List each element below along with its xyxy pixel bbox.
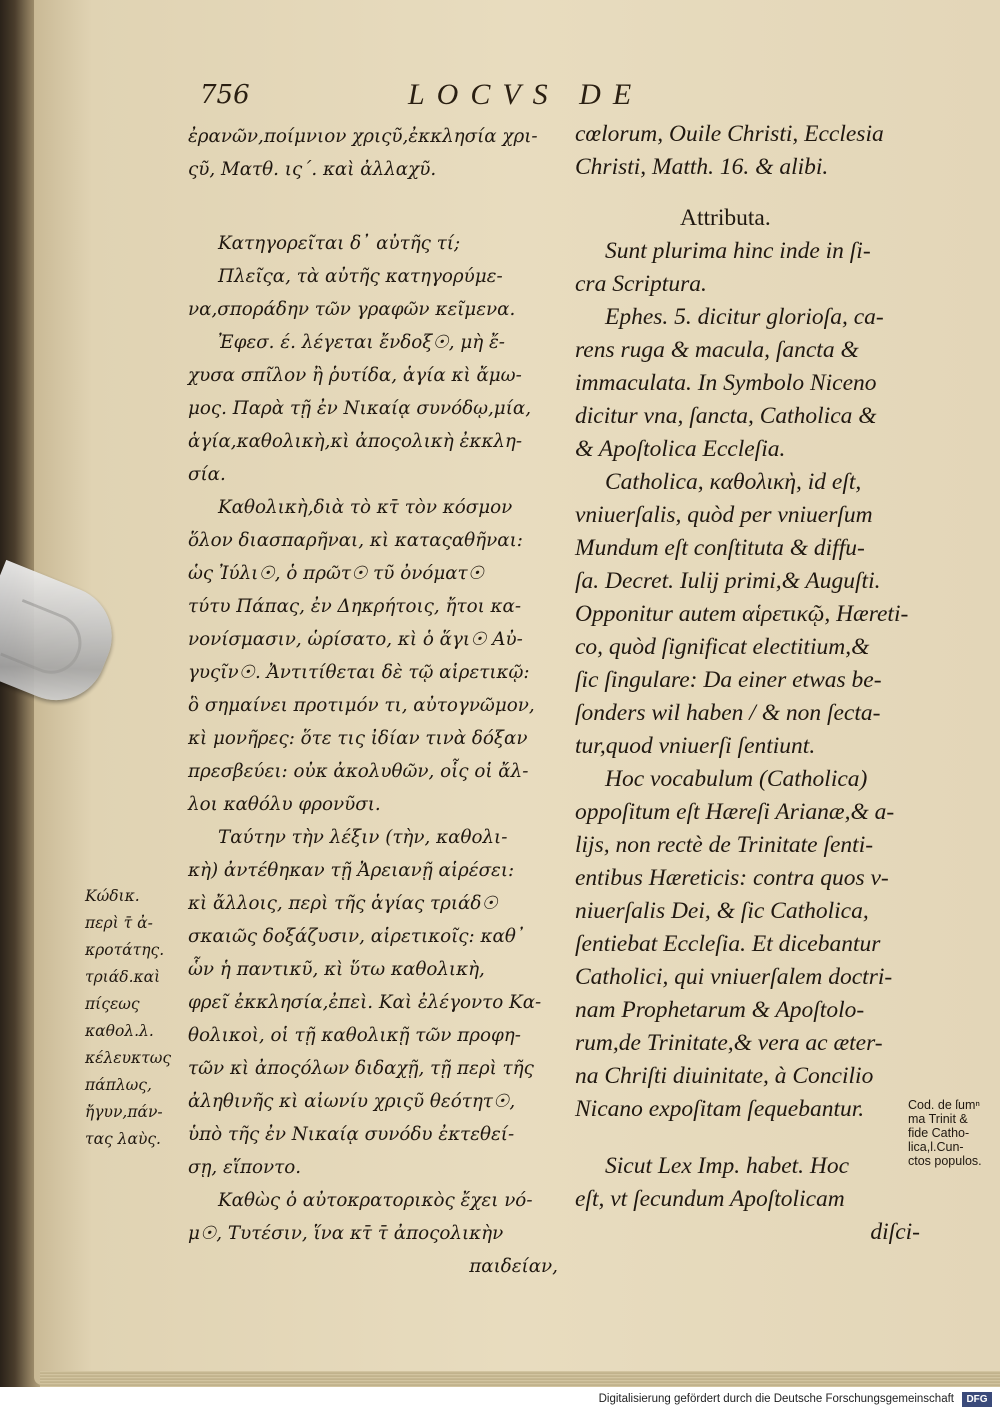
margin-note-line: Κώδικ. [85,887,140,905]
greek-line: ἐρανῶν,ποίμνιον χριςῦ,ἐκκλησία χρι- [188,126,538,147]
margin-note-line: περὶ τ̄ ἀ- [85,914,153,932]
margin-note-line: lica,l.Cun- [908,1140,964,1154]
greek-line: κὶ μονῆρες: ὅτε τις ἰδίαν τινὰ δόξαν [188,728,528,749]
latin-column [575,118,920,1249]
greek-line: Ἐφεσ. έ. λέγεται ἔνδοξ☉, μὴ ἔ- [218,332,505,353]
latin-line: ſentiebat Eccleſia. Et dicebantur [575,931,881,957]
greek-line: κὶ ἄλλοις, περὶ τῆς ἁγίας τριάδ☉ [188,893,498,914]
latin-line: entibus Hæreticis: contra quos v- [575,865,889,891]
greek-line: σῃ, εἵποντο. [188,1157,302,1178]
margin-note-line: Cod. de ſumⁿ [908,1098,980,1112]
greek-line: τῶν κὶ ἀποςόλων διδαχῇ, τῇ περὶ τῆς [188,1058,534,1079]
latin-line: eſt, vt ſecundum Apoſtolicam [575,1186,845,1212]
latin-line: Catholici, qui vniuerſalem doctri- [575,964,893,990]
greek-line: ὧν ἡ παντικῦ, κὶ ὕτω καθολικὴ, [188,959,485,980]
greek-line: ὑπὸ τῆς ἐν Νικαίᾳ συνόδυ ἐκτεθεί- [188,1124,515,1145]
latin-line: rens ruga & macula, ſancta & [575,337,859,363]
latin-line: vniuerſalis, quòd per vniuerſum [575,502,873,528]
latin-line: dicitur vna, ſancta, Catholica & [575,403,877,429]
dfg-logo: DFG [962,1392,992,1407]
latin-line: Sicut Lex Imp. habet. Hoc [605,1153,850,1179]
margin-note-line: τριάδ.καὶ [85,968,161,986]
greek-line: σκαιῶς δοξάζυσιν, αἱρετικοῖς: καθ᾽ [188,926,525,947]
margin-note-line: καθολ.λ. [85,1022,154,1040]
latin-line: oppoſitum eſt Hæreſi Arianæ,& a- [575,799,895,825]
page-header [200,78,680,118]
latin-line: Opponitur autem αἱρετικῷ, Hæreti- [575,601,909,627]
greek-line: μος. Παρὰ τῇ ἐν Νικαίᾳ συνόδῳ,μία, [188,398,532,419]
latin-line: Ephes. 5. dicitur glorioſa, ca- [605,304,884,330]
greek-line: παιδείαν, [469,1256,558,1277]
greek-line: τύτυ Πάπας, ἐν Δηκρήτοις, ἤτοι κα- [188,596,522,617]
latin-line: cra Scriptura. [575,271,707,297]
latin-line: cœlorum, Ouile Christi, Ecclesia [575,121,884,147]
greek-line: Ταύτην τὴν λέξιν (τὴν, καθολι- [218,827,508,848]
greek-line: Καθολικὴ,διὰ τὸ κτ̄ τὸν κόσμον [218,497,513,518]
margin-note-line: ctos populos. [908,1154,982,1168]
greek-line: κὴ) ἀντέθηκαν τῇ Ἀρειανῇ αἱρέσει: [188,860,515,881]
greek-line: μ☉, Τυτέσιν, ἵνα κτ̄ τ̄ ἀποςολικὴν [188,1223,504,1244]
latin-line: tur,quod vniuerſi ſentiunt. [575,733,816,759]
greek-line: ὡς Ἰύλι☉, ὁ πρῶτ☉ τῦ ὀνόματ☉ [188,563,485,584]
running-head: LOCVS DE [408,78,644,111]
greek-line: ὅλον διασπαρῆναι, κὶ καταςαθῆναι: [188,530,523,551]
latin-line: Hoc vocabulum (Catholica) [605,766,868,792]
latin-line: ſonders wil haben / & non ſecta- [575,700,881,726]
footer-bar [0,1387,1000,1414]
margin-note-line: ἤγυν,πάν- [85,1103,163,1121]
latin-line: Catholica, καθολικὴ, id eſt, [605,469,862,495]
latin-line: Christi, Matth. 16. & alibi. [575,154,829,180]
page-number: 756 [200,80,250,110]
greek-line: χυσα σπῖλον ἢ ῥυτίδα, ἁγία κὶ ἄμω- [188,365,522,386]
greek-line: ὃ σημαίνει προτιμόν τι, αὐτογνῶμον, [188,695,535,716]
margin-note-line: πίςεως [85,995,140,1013]
greek-question: Κατηγορεῖται δ᾽ αὐτῆς τί; [218,233,461,254]
latin-line: nam Prophetarum & Apoſtolo- [575,997,865,1023]
greek-column [188,120,558,1283]
latin-line: ſic ſingulare: Da einer etwas be- [575,667,882,693]
greek-line: νονίσμασιν, ὡρίσατο, κὶ ὁ ἅγι☉ Αὐ- [188,629,523,650]
greek-line: γυςῖν☉. Ἀντιτίθεται δὲ τῷ αἱρετικῷ: [188,662,530,683]
margin-note-line: κροτάτης. [85,941,165,959]
greek-line: ἁγία,καθολικὴ,κὶ ἀποςολικὴ ἐκκλη- [188,431,523,452]
greek-line: να,σποράδην τῶν γραφῶν κεῖμενα. [188,299,516,320]
greek-line: σία. [188,464,226,485]
margin-note-line: τας λαὺς. [85,1130,161,1148]
greek-line: ἀληθινῆς κὶ αἰωνίυ χριςῦ θεότητ☉, [188,1091,516,1112]
greek-line: Πλεῖςα, τὰ αὐτῆς κατηγορύμε- [218,266,503,287]
latin-line: & Apoſtolica Eccleſia. [575,436,786,462]
left-margin-note [85,883,195,1153]
greek-line: ςῦ, Ματθ. ις΄. καὶ ἀλλαχῦ. [188,159,437,180]
funding-credit: Digitalisierung gefördert durch die Deutsche Forschungsgemeinschaft [598,1393,954,1405]
latin-line: co, quòd ſignificat electitium,& [575,634,870,660]
latin-line: immaculata. In Symbolo Niceno [575,370,877,396]
greek-line: φρεῖ ἐκκλησία,ἐπεὶ. Καὶ ἐλέγοντο Κα- [188,992,542,1013]
latin-line: Nicano expoſitam ſequebantur. [575,1096,865,1122]
latin-line: lijs, non rectè de Trinitate ſenti- [575,832,874,858]
greek-line: Καθὼς ὁ αὐτοκρατορικὸς ἔχει νό- [218,1190,533,1211]
margin-note-line: πάπλως, [85,1076,152,1094]
latin-line: ſa. Decret. Iulij primi,& Auguſti. [575,568,881,594]
section-heading: Attributa. [680,205,771,231]
latin-line: diſci- [870,1219,920,1245]
latin-line: rum,de Trinitate,& vera ac æter- [575,1030,883,1056]
page-edges [40,1371,1000,1387]
greek-line: θολικοὶ, οἱ τῇ καθολικῇ τῶν προφη- [188,1025,521,1046]
margin-note-line: κέλευκτως [85,1049,172,1067]
latin-line: na Chriſti diuinitate, à Concilio [575,1063,874,1089]
right-margin-note [908,1098,998,1168]
greek-line: λοι καθόλυ φρονῦσι. [188,794,381,815]
greek-line: πρεσβεύει: οὐκ ἀκολυθῶν, οἷς οἱ ἄλ- [188,761,529,782]
margin-note-line: ma Trinit & [908,1112,968,1126]
latin-line: Mundum eſt conſtituta & diffu- [575,535,865,561]
margin-note-line: fide Catho- [908,1126,970,1140]
latin-line: niuerſalis Dei, & ſic Catholica, [575,898,869,924]
latin-line: Sunt plurima hinc inde in ſi- [605,238,871,264]
